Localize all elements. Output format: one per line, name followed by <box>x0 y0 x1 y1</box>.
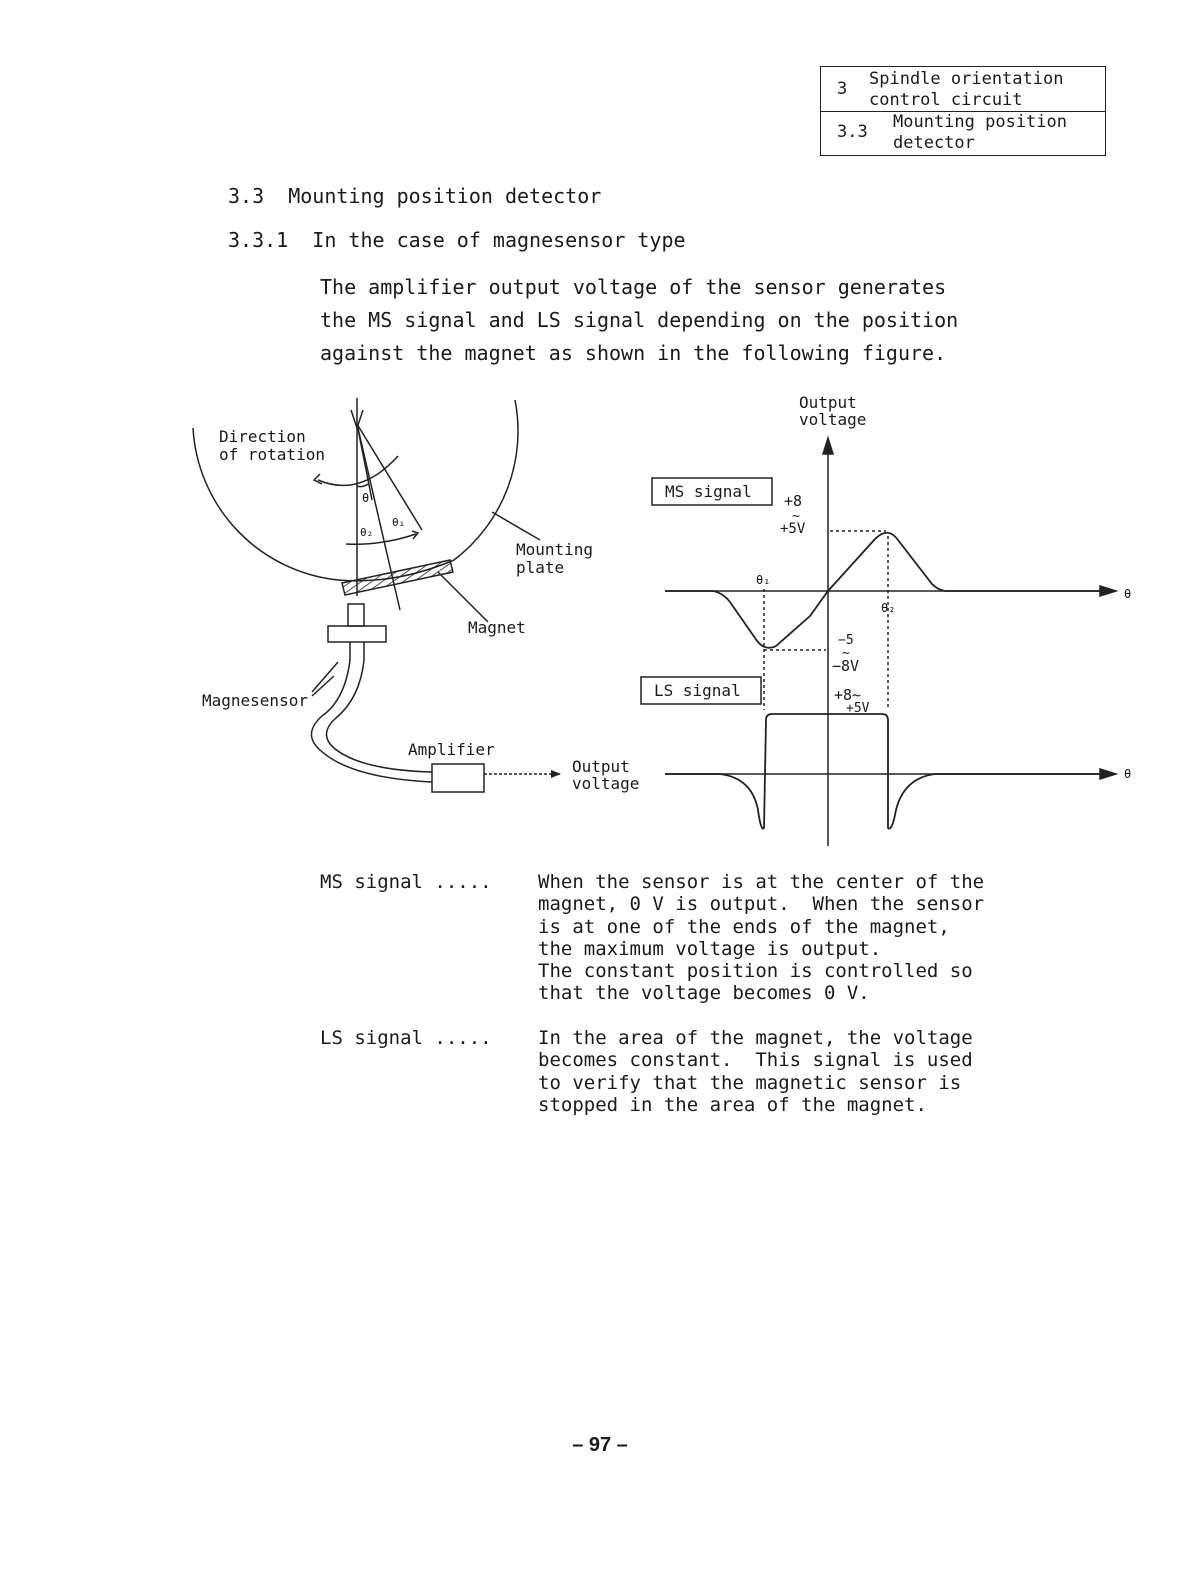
subsection-heading: 3.3.1 In the case of magnesensor type <box>228 228 686 252</box>
magnesensor-label: Magnesensor <box>202 691 308 710</box>
section-heading: 3.3 Mounting position detector <box>228 184 602 208</box>
theta2-marker: θ₂ <box>881 601 896 615</box>
y-axis-label: Output <box>799 393 857 412</box>
magnet-body <box>342 560 453 595</box>
y-axis-label: voltage <box>799 410 867 429</box>
section-reference-box <box>820 66 1106 156</box>
chapter-number: 3 <box>837 79 848 99</box>
sensor-cable <box>311 660 432 782</box>
ls-level-range: +5V <box>846 701 870 716</box>
direction-label: Direction <box>219 427 306 446</box>
output-voltage-label: Output <box>572 757 630 776</box>
ls-waveform <box>665 714 1100 829</box>
ms-positive-range: ~ <box>792 509 800 524</box>
definition-term: LS signal ..... <box>320 1027 492 1049</box>
signal-graph-labels <box>654 393 1131 781</box>
theta1-marker: θ₁ <box>756 573 771 587</box>
chapter-title: Spindle orientation control circuit <box>869 69 1064 110</box>
definition-body: When the sensor is at the center of the magnet, 0 V is output. When the sensor is at one of the ends of the magnet, the maximum voltage is output. The constant position is controlled so that the voltage becomes 0 V. <box>538 871 985 1005</box>
ms-positive-range: +5V <box>780 521 806 537</box>
section-reference-row-chapter <box>821 67 1105 112</box>
intro-line: The amplifier output voltage of the sensor generates <box>320 275 947 299</box>
ms-positive-range: +8 <box>784 492 803 510</box>
spindle-diagram-labels <box>202 427 639 793</box>
amplifier-label: Amplifier <box>408 740 495 759</box>
theta1-label: θ₁ <box>392 516 406 529</box>
amplifier-box <box>432 764 484 792</box>
mounting-plate-label: plate <box>516 558 565 577</box>
theta-label: θ <box>362 491 370 505</box>
section-name: Mounting position detector <box>893 112 1067 153</box>
ls-signal-label: LS signal <box>654 681 741 700</box>
ms-signal-label: MS signal <box>665 482 752 501</box>
ms-negative-range: −8V <box>832 657 860 675</box>
magnet-label: Magnet <box>468 618 526 637</box>
intro-line: the MS signal and LS signal depending on the position <box>320 308 959 332</box>
section-number: 3.3 <box>837 122 868 142</box>
output-voltage-label: voltage <box>572 774 640 793</box>
ms-negative-range: ~ <box>842 646 850 661</box>
intro-paragraph <box>320 271 1080 370</box>
intro-line: against the magnet as shown in the following figure. <box>320 341 947 365</box>
ms-x-axis-label: θ <box>1124 587 1132 601</box>
page-number: – 97 – <box>572 1434 628 1456</box>
ls-x-axis-label: θ <box>1124 767 1132 781</box>
theta2-label: θ₂ <box>360 526 374 539</box>
mounting-plate-label: Mounting <box>516 540 594 559</box>
definition-term: MS signal ..... <box>320 871 492 893</box>
magnesensor-figure <box>0 380 1200 860</box>
ms-negative-range: −5 <box>838 633 854 648</box>
ls-level-range: +8~ <box>834 686 862 704</box>
magnesensor-head <box>348 604 364 626</box>
definition-body: In the area of the magnet, the voltage becomes constant. This signal is used to verify that the magnetic sensor is stopped in the area of the magnet. <box>538 1027 973 1116</box>
section-reference-row-section <box>821 112 1105 157</box>
direction-label: of rotation <box>219 445 325 464</box>
